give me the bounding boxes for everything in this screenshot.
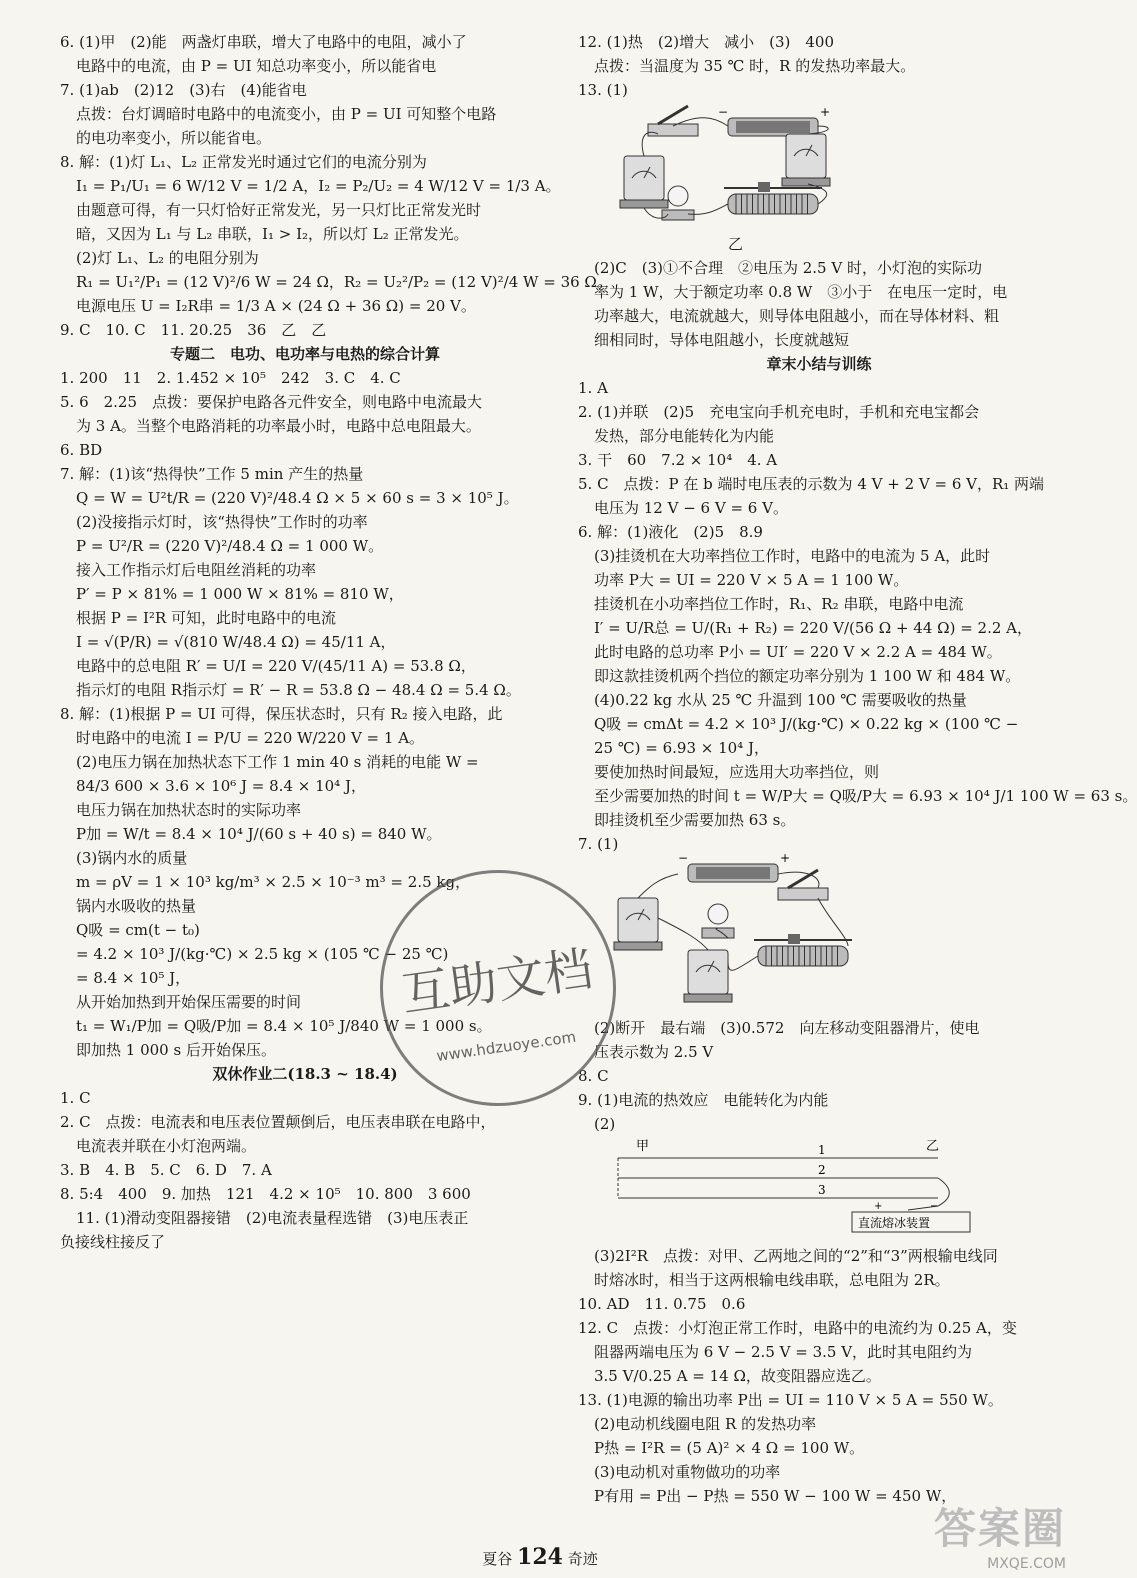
answer-line: 13. (1)电源的输出功率 P出 = UI = 110 V × 5 A = 550 W。 [578,1391,1003,1409]
answer-line: 接入工作指示灯后电阻丝消耗的功率 [76,561,317,579]
answer-line: I′ = U/R总 = U/(R₁ + R₂) = 220 V/(56 Ω + 44 Ω) = 2.2 A， [594,619,1032,637]
answer-line: P加 = W/t = 8.4 × 10⁴ J/(60 s + 40 s) = 840 W。 [76,825,442,843]
answer-line: (3)电动机对重物做功的功率 [594,1463,781,1481]
answer-line: Q吸 = cmΔt = 4.2 × 10³ J/(kg·℃) × 0.22 kg × (100 ℃ − [594,715,1019,733]
answer-line: (2)灯 L₁、L₂ 的电阻分别为 [76,249,259,267]
answer-line: I₁ = P₁/U₁ = 6 W/12 V = 1/2 A，I₂ = P₂/U₂ = 4 W/12 V = 1/3 A。 [76,177,561,195]
svg-text:+: + [820,105,831,119]
svg-text:−: − [718,105,729,119]
section-heading: 章末小结与训练 [766,355,872,373]
answer-line: (3)2I²R 点拨：对甲、乙两地之间的“2”和“3”两根输电线同 [594,1247,998,1265]
answer-line: (4)0.22 kg 水从 25 ℃ 升温到 100 ℃ 需要吸收的热量 [594,691,967,709]
answer-line: 电源电压 U = I₂R串 = 1/3 A × (24 Ω + 36 Ω) = 20 V。 [76,297,476,315]
answer-line: 即挂烫机至少需要加热 63 s。 [594,811,796,829]
answer-line: 功率越大，电流就越大，则导体电阻越小，而在导体材料、粗 [594,307,1000,325]
answer-line: 8. 解：(1)灯 L₁、L₂ 正常发光时通过它们的电流分别为 [60,153,427,171]
footer-suffix: 奇迹 [567,1550,598,1568]
answer-line: 2. C 点拨：电流表和电压表位置颠倒后，电压表串联在电路中， [60,1113,496,1131]
dc-deicing-device-label: 直流熔冰装置 [858,1216,931,1230]
answer-line: 从开始加热到开始保压需要的时间 [76,993,302,1011]
answer-line: 7. 解：(1)该“热得快”工作 5 min 产生的热量 [60,465,364,483]
right-column [578,30,1137,1508]
answer-line: 3.5 V/0.25 A = 14 Ω，故变阻器应选乙。 [594,1367,881,1385]
answer-line: 挂烫机在小功率挡位工作时，R₁、R₂ 串联，电路中电流 [594,595,964,613]
answer-line: 暗，又因为 L₁ 与 L₂ 串联，I₁ > I₂，所以灯 L₂ 正常发光。 [76,225,469,243]
answer-line: 9. C 10. C 11. 20.25 36 乙 乙 [60,321,327,339]
answer-line: 10. AD 11. 0.75 0.6 [578,1295,746,1313]
answer-line: 12. (1)热 (2)增大 减小 (3) 400 [578,33,834,51]
answer-line: 负接线柱接反了 [60,1233,166,1251]
answer-line: P有用 = P出 − P热 = 550 W − 100 W = 450 W， [594,1487,957,1505]
location-jia: 甲 [636,1139,650,1154]
answer-line: (2)断开 最右端 (3)0.572 向左移动变阻器滑片，使电 [594,1019,980,1037]
answer-line: 至少需要加热的时间 t = W/P大 = Q吸/P大 = 6.93 × 10⁴ J/1 100 W = 63 s。 [594,787,1137,805]
answer-line: 发热，部分电能转化为内能 [594,427,775,445]
answer-line: 9. (1)电流的热效应 电能转化为内能 [578,1091,829,1109]
answer-line: 指示灯的电阻 R指示灯 = R′ − R = 53.8 Ω − 48.4 Ω = 5.4 Ω。 [76,681,521,699]
answer-line: 12. C 点拨：小灯泡正常工作时，电路中的电流约为 0.25 A，变 [578,1319,1017,1337]
answer-line: 的电功率变小，所以能省电。 [76,129,272,147]
answer-line: 功率 P大 = UI = 220 V × 5 A = 1 100 W。 [594,571,909,589]
answer-line: 根据 P = I²R 可知，此时电路中的电流 [76,609,336,627]
answer-line: I = √(P/R) = √(810 W/48.4 Ω) = 45/11 A， [76,633,396,651]
answer-line: 1. C [60,1089,91,1107]
answer-line: (3)挂烫机在大功率挡位工作时，电路中的电流为 5 A，此时 [594,547,991,565]
answer-line: 锅内水吸收的热量 [76,897,197,915]
answer-line: 电路中的总电阻 R′ = U/I = 220 V/(45/11 A) = 53.8 Ω， [76,657,476,675]
answer-line: 压表示数为 2.5 V [594,1043,714,1061]
answer-line: (2) [594,1115,616,1133]
circuit-diagram-7 [618,851,1060,1012]
logo-url: MXQE.COM [987,1556,1066,1572]
watermark-text: 互助文档 [398,940,597,1024]
answer-line: (2)电动机线圈电阻 R 的发热功率 [594,1415,817,1433]
answer-line: 电路中的电流，由 P = UI 知总功率变小，所以能省电 [76,57,437,75]
section-heading: 双休作业二(18.3 ~ 18.4) [212,1065,398,1083]
location-yi: 乙 [926,1139,940,1154]
answer-line: 8. 解：(1)根据 P = UI 可得，保压状态时，只有 R₂ 接入电路，此 [60,705,503,723]
answer-line: 电压为 12 V − 6 V = 6 V。 [594,499,788,517]
answer-line: 此时电路的总功率 P小 = UI′ = 220 V × 2.2 A = 484 W。 [594,643,1002,661]
site-logo [934,1496,1066,1572]
answer-line: 率为 1 W，大于额定功率 0.8 W ③小于 在电压一定时，电 [594,283,1008,301]
answer-line: 阻器两端电压为 6 V − 2.5 V = 3.5 V，此时其电阻约为 [594,1343,973,1361]
answer-line: (3)锅内水的质量 [76,849,188,867]
page-number: 124 [517,1544,563,1570]
answer-line: Q = W = U²t/R = (220 V)²/48.4 Ω × 5 × 60 s = 3 × 10⁵ J。 [76,489,519,507]
wire-1-label: 1 [818,1143,826,1157]
answer-line: 3. 干 60 7.2 × 10⁴ 4. A [578,451,778,469]
answer-line: 2. (1)并联 (2)5 充电宝向手机充电时，手机和充电宝都会 [578,403,980,421]
answer-line: 7. (1)ab (2)12 (3)右 (4)能省电 [60,81,307,99]
answer-line: 电流表并联在小灯泡两端。 [76,1137,257,1155]
answer-line: 时电路中的电流 I = P/U = 220 W/220 V = 1 A。 [76,729,425,747]
answer-line: 为 3 A。当整个电路消耗的功率最小时，电路中总电阻最大。 [76,417,481,435]
section-heading: 专题二 电功、电功率与电热的综合计算 [169,345,440,363]
answer-line: (2)电压力锅在加热状态下工作 1 min 40 s 消耗的电能 W = [76,753,479,771]
answer-line: 6. 解：(1)液化 (2)5 8.9 [578,523,763,541]
circuit-diagram-13 [618,104,1060,228]
answer-line: Q吸 = cm(t − t₀) [76,921,200,939]
answer-line: 即这款挂烫机两个挡位的额定功率分别为 1 100 W 和 484 W。 [594,667,1021,685]
answer-line: 5. C 点拨：P 在 b 端时电压表的示数为 4 V + 2 V = 6 V，R₁ 两端 [578,475,1045,493]
answer-line: 3. B 4. B 5. C 6. D 7. A [60,1161,272,1179]
answer-line: P = U²/R = (220 V)²/48.4 Ω = 1 000 W。 [76,537,384,555]
answer-line: 6. (1)甲 (2)能 两盏灯串联，增大了电路中的电阻，减小了 [60,33,467,51]
answer-line: 细相同时，导体电阻越小，长度就越短 [594,331,850,349]
answer-line: 即加热 1 000 s 后开始保压。 [76,1041,276,1059]
answer-line: 点拨：当温度为 35 ℃ 时，R 的发热功率最大。 [594,57,916,75]
answer-line: = 8.4 × 10⁵ J， [76,969,191,987]
answer-line: 84/3 600 × 3.6 × 10⁶ J = 8.4 × 10⁴ J， [76,777,366,795]
answer-line: 电压力锅在加热状态时的实际功率 [76,801,302,819]
answer-line: 由题意可得，有一只灯恰好正常发光，另一只灯比正常发光时 [76,201,482,219]
svg-text:+: + [780,851,791,865]
svg-text:−: − [930,1201,939,1212]
answer-line: 1. 200 11 2. 1.452 × 10⁵ 242 3. C 4. C [60,369,401,387]
answer-line: P热 = I²R = (5 A)² × 4 Ω = 100 W。 [594,1439,865,1457]
svg-text:+: + [874,1201,883,1212]
answer-line: 1. A [578,379,608,397]
answer-line: 点拨：台灯调暗时电路中的电流变小，由 P = UI 可知整个电路 [76,105,497,123]
watermark-url: www.hdzuoye.com [435,1027,578,1066]
footer-prefix: 夏谷 [482,1550,513,1568]
answer-line: = 4.2 × 10³ J/(kg·℃) × 2.5 kg × (105 ℃ − 25 ℃) [76,945,449,963]
answer-line: (2)C (3)①不合理 ②电压为 2.5 V 时，小灯泡的实际功 [594,259,982,277]
answer-line: 11. (1)滑动变阻器接错 (2)电流表量程选错 (3)电压表正 [76,1209,469,1227]
answer-line: 乙 [728,235,744,253]
answer-line: 8. 5:4 400 9. 加热 121 4.2 × 10⁵ 10. 800 3 600 [60,1185,471,1203]
power-line-diagram [608,1136,1060,1240]
logo-text: 答案圈 [933,1504,1066,1553]
answer-line: 6. BD [60,441,103,459]
wire-3-label: 3 [818,1183,826,1197]
answer-line: 5. 6 2.25 点拨：要保护电路各元件安全，则电路中电流最大 [60,393,483,411]
answer-line: (2)没接指示灯时，该“热得快”工作时的功率 [76,513,368,531]
answer-line: 要使加热时间最短，应选用大功率挡位，则 [594,763,880,781]
answer-line: 时熔冰时，相当于这两根输电线串联，总电阻为 2R。 [594,1271,950,1289]
answer-line: R₁ = U₁²/P₁ = (12 V)²/6 W = 24 Ω，R₂ = U₂²/P₂ = (12 V)²/4 W = 36 Ω。 [76,273,612,291]
wire-2-label: 2 [818,1163,826,1177]
answer-line: 8. C [578,1067,609,1085]
answer-line: 7. (1) [578,835,619,853]
answer-line: t₁ = W₁/P加 = Q吸/P加 = 8.4 × 10⁵ J/840 W = 1 000 s。 [76,1017,492,1035]
answer-line: P′ = P × 81% = 1 000 W × 81% = 810 W， [76,585,404,603]
answer-line: 25 ℃) = 6.93 × 10⁴ J， [594,739,769,757]
svg-text:−: − [678,851,689,865]
answer-line: m = ρV = 1 × 10³ kg/m³ × 2.5 × 10⁻³ m³ = 2.5 kg， [76,873,471,891]
page-footer [0,1544,1080,1570]
answer-line: 13. (1) [578,81,628,99]
